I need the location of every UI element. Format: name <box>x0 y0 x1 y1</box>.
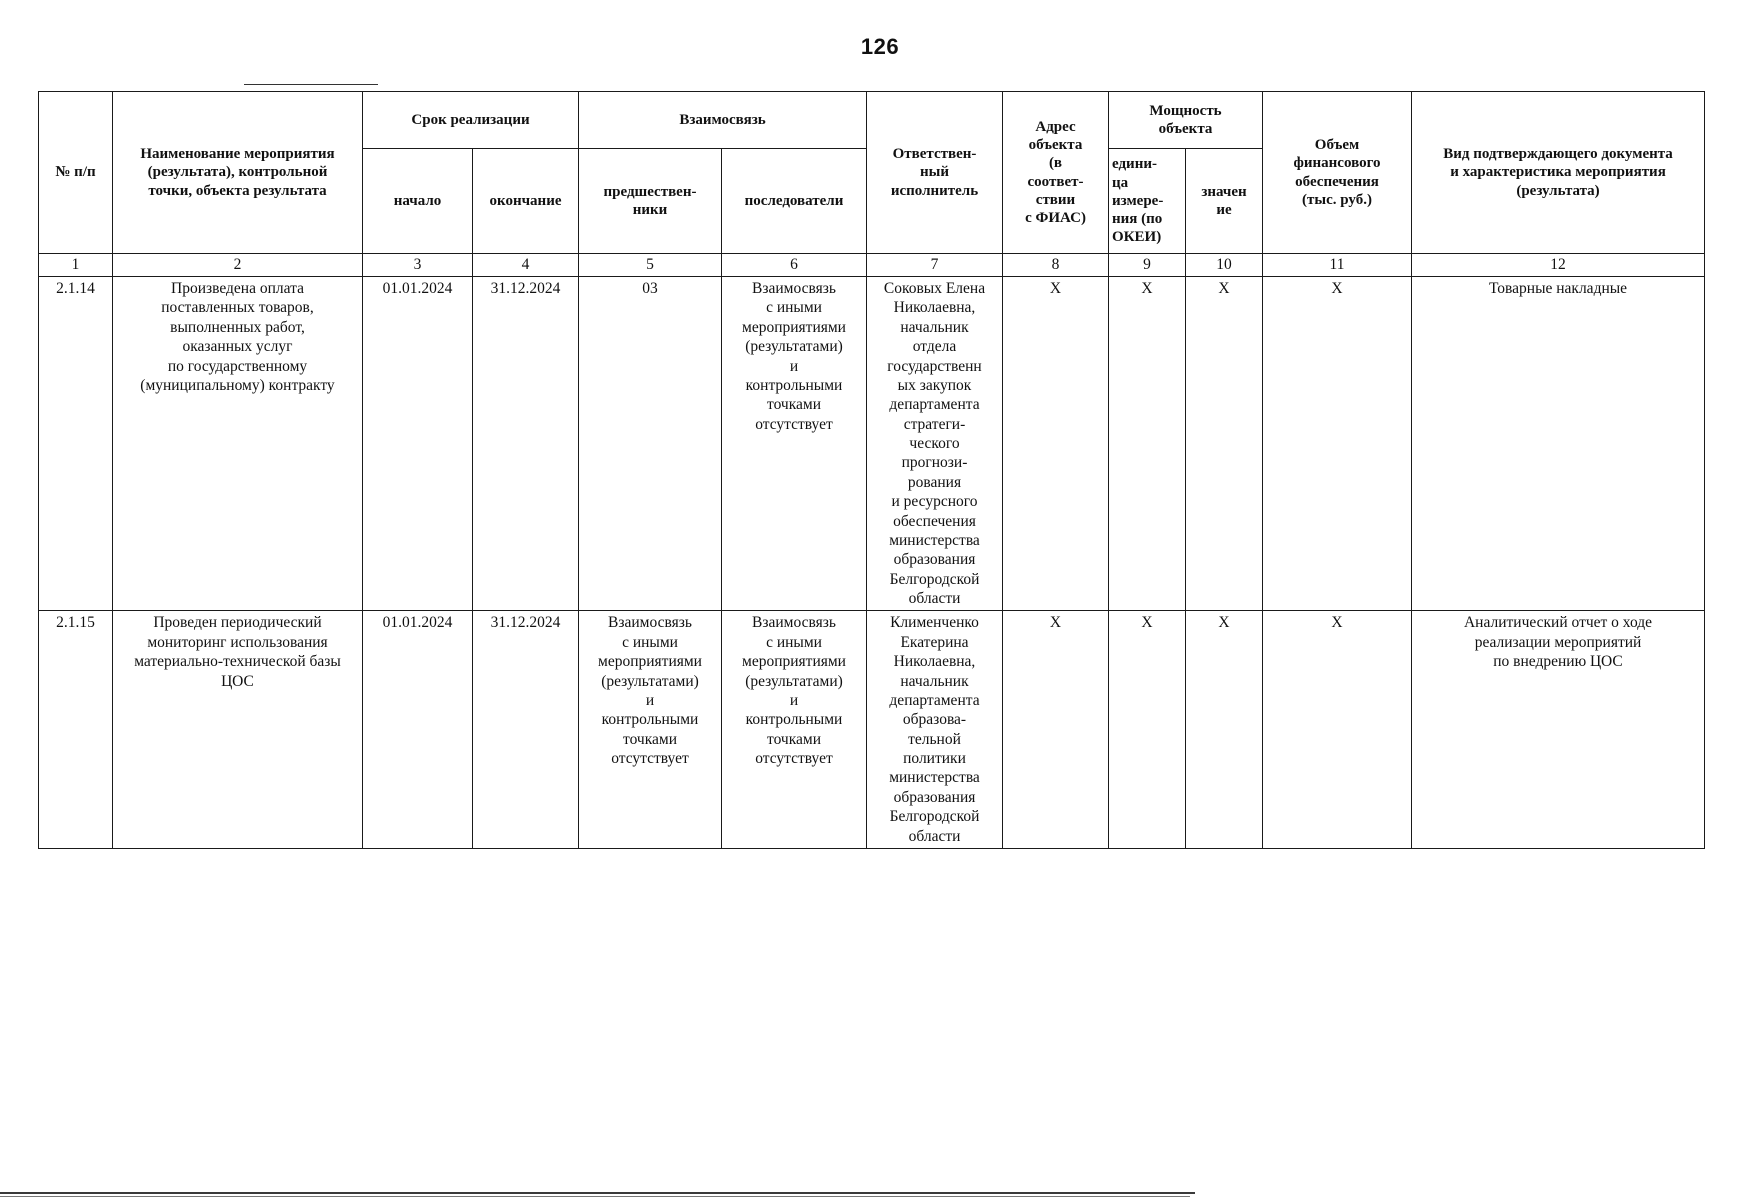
header-finance: Объем финансового обеспечения (тыс. руб.) <box>1263 92 1412 254</box>
header-term: Срок реализации <box>363 92 579 149</box>
column-number: 2 <box>113 254 363 277</box>
header-term-end: окончание <box>473 149 579 254</box>
header-relation: Взаимосвязь <box>579 92 867 149</box>
column-number: 4 <box>473 254 579 277</box>
row-end-date: 31.12.2024 <box>473 611 579 849</box>
row-start-date: 01.01.2024 <box>363 611 473 849</box>
row-executor: Клименченко Екатерина Николаевна, начальник департамента образова- тельной политики министерства образования Белгородской области <box>867 611 1003 849</box>
column-number: 12 <box>1412 254 1705 277</box>
row-address: X <box>1003 611 1109 849</box>
column-number: 3 <box>363 254 473 277</box>
row-name: Произведена оплата поставленных товаров, выполненных работ, оказанных услуг по государственному (муниципальному) контракту <box>113 277 363 611</box>
row-num: 2.1.15 <box>39 611 113 849</box>
column-number-row <box>39 254 1705 277</box>
activities-table <box>38 91 1705 849</box>
row-executor: Соковых Елена Николаевна, начальник отдела государственн ых закупок департамента стратеги- ческого прогнози- рования и ресурсного обеспечения министерства образования Белгородской области <box>867 277 1003 611</box>
table-row <box>39 277 1705 611</box>
header-executor: Ответствен- ный исполнитель <box>867 92 1003 254</box>
row-finance: X <box>1263 611 1412 849</box>
row-successors: Взаимосвязь с иными мероприятиями (результатами) и контрольными точками отсутствует <box>722 277 867 611</box>
row-address: X <box>1003 277 1109 611</box>
table-row <box>39 611 1705 849</box>
page-number: 126 <box>860 34 900 59</box>
header-capacity-unit: едини- ца измере- ния (по ОКЕИ) <box>1109 149 1186 254</box>
scan-artifact-line <box>244 84 378 85</box>
header-address: Адрес объекта (в соответ- ствии с ФИАС) <box>1003 92 1109 254</box>
header-term-start: начало <box>363 149 473 254</box>
row-capacity-unit: X <box>1109 277 1186 611</box>
page-bottom-rule <box>0 1192 1195 1194</box>
column-number: 7 <box>867 254 1003 277</box>
row-end-date: 31.12.2024 <box>473 277 579 611</box>
header-document: Вид подтверждающего документа и характеристика мероприятия (результата) <box>1412 92 1705 254</box>
column-number: 5 <box>579 254 722 277</box>
header-relation-succ: последователи <box>722 149 867 254</box>
header-capacity: Мощность объекта <box>1109 92 1263 149</box>
row-capacity-value: X <box>1186 611 1263 849</box>
column-number: 6 <box>722 254 867 277</box>
column-number: 10 <box>1186 254 1263 277</box>
row-capacity-value: X <box>1186 277 1263 611</box>
header-capacity-value: значен ие <box>1186 149 1263 254</box>
row-capacity-unit: X <box>1109 611 1186 849</box>
row-predecessors: 03 <box>579 277 722 611</box>
row-predecessors: Взаимосвязь с иными мероприятиями (результатами) и контрольными точками отсутствует <box>579 611 722 849</box>
column-number: 8 <box>1003 254 1109 277</box>
column-number: 1 <box>39 254 113 277</box>
header-relation-pred: предшествен- ники <box>579 149 722 254</box>
row-name: Проведен периодический мониторинг использования материально-технической базы ЦОС <box>113 611 363 849</box>
column-number: 9 <box>1109 254 1186 277</box>
header-num: № п/п <box>39 92 113 254</box>
row-num: 2.1.14 <box>39 277 113 611</box>
column-number: 11 <box>1263 254 1412 277</box>
header-name: Наименование мероприятия (результата), контрольной точки, объекта результата <box>113 92 363 254</box>
row-successors: Взаимосвязь с иными мероприятиями (результатами) и контрольными точками отсутствует <box>722 611 867 849</box>
row-document: Товарные накладные <box>1412 277 1705 611</box>
page-bottom-rule-thin <box>0 1196 1190 1197</box>
row-start-date: 01.01.2024 <box>363 277 473 611</box>
row-finance: X <box>1263 277 1412 611</box>
row-document: Аналитический отчет о ходе реализации мероприятий по внедрению ЦОС <box>1412 611 1705 849</box>
